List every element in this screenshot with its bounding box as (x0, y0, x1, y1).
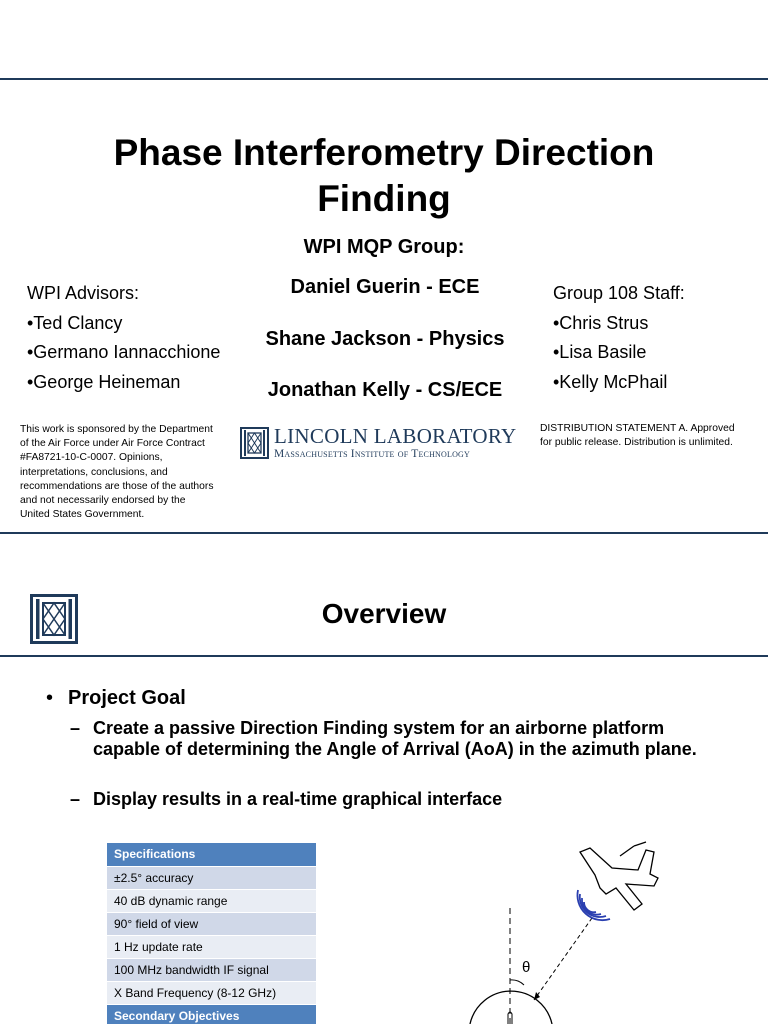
advisor-item: •Germano Iannacchione (27, 342, 221, 362)
overview-divider (0, 655, 768, 657)
sponsor-line: of the Air Force under Air Force Contract (20, 438, 205, 450)
top-divider (0, 78, 768, 80)
table-row: X Band Frequency (8-12 GHz) (107, 981, 316, 1004)
sub-bullet-text: Create a passive Direction Finding system for an airborne platform capable of determining the Angle of Arrival (AoA) in the azimuth plane. (93, 718, 697, 759)
specifications-table (107, 843, 316, 1024)
table-row: 40 dB dynamic range (107, 889, 316, 912)
table-header-secondary: Secondary Objectives (107, 1004, 316, 1024)
staff-item: •Lisa Basile (553, 342, 647, 362)
advisor-item: •George Heineman (27, 371, 181, 392)
table-header: Specifications (107, 843, 316, 866)
sub-bullet (70, 718, 720, 760)
sub-bullet (70, 789, 720, 810)
advisors-list (27, 279, 220, 397)
sponsor-line: This work is sponsored by the Department (20, 424, 213, 435)
lincoln-lab-logo (240, 424, 530, 464)
sponsor-line: United States Government. (20, 509, 145, 521)
slide-divider (0, 532, 768, 534)
distribution-statement (540, 422, 765, 450)
lincoln-lab-icon (240, 427, 269, 459)
aoa-diagram (420, 830, 680, 1024)
staff-item: •Kelly McPhail (553, 371, 668, 392)
sub-bullet-text: Display results in a real-time graphical interface (93, 789, 503, 809)
signal-wave-icon (577, 890, 610, 920)
group-heading: WPI MQP Group: (303, 236, 465, 258)
dash-marker: – (70, 718, 81, 738)
sponsor-line: recommendations are those of the authors (20, 480, 214, 492)
advisors-heading: WPI Advisors: (27, 283, 140, 303)
sponsor-line: interpretations, conclusions, and (20, 466, 168, 478)
receiver-circle (470, 991, 552, 1024)
member-3: Jonathan Kelly - CS/ECE (267, 379, 503, 401)
dash-marker: – (70, 789, 81, 809)
distribution-line: for public release. Distribution is unlimited. (540, 437, 733, 448)
table-row: 1 Hz update rate (107, 935, 316, 958)
sponsor-notice (20, 423, 235, 522)
page-title (0, 130, 768, 222)
lincoln-lab-subtitle: Massachusetts Institute of Technology (274, 448, 471, 460)
signal-path (534, 918, 592, 1000)
table-row: ±2.5° accuracy (107, 866, 316, 889)
staff-heading: Group 108 Staff: (553, 283, 685, 303)
angle-arc (510, 980, 524, 985)
member-1: Daniel Guerin - ECE (290, 276, 480, 298)
table-row: 90° field of view (107, 912, 316, 935)
title-line-1: Phase Interferometry Direction (113, 132, 655, 173)
member-2: Shane Jackson - Physics (265, 328, 505, 350)
bullet-text: Project Goal (68, 687, 186, 709)
advisor-item: •Ted Clancy (27, 312, 123, 333)
staff-list (553, 279, 685, 397)
sponsor-line: and not necessarily endorsed by the (20, 495, 186, 507)
bullet-project-goal (46, 687, 186, 710)
aircraft-icon (580, 842, 658, 910)
staff-item: •Chris Strus (553, 312, 649, 333)
distribution-line: DISTRIBUTION STATEMENT A. Approved (540, 423, 735, 434)
overview-title: Overview (321, 598, 447, 629)
title-line-2: Finding (317, 178, 451, 219)
sponsor-line: #FA8721-10-C-0007. Opinions, (20, 452, 163, 464)
lincoln-lab-name: LINCOLN LABORATORY (274, 424, 517, 448)
bullet-dot: • (46, 687, 54, 709)
angle-label: θ (522, 959, 531, 976)
table-row: 100 MHz bandwidth IF signal (107, 958, 316, 981)
